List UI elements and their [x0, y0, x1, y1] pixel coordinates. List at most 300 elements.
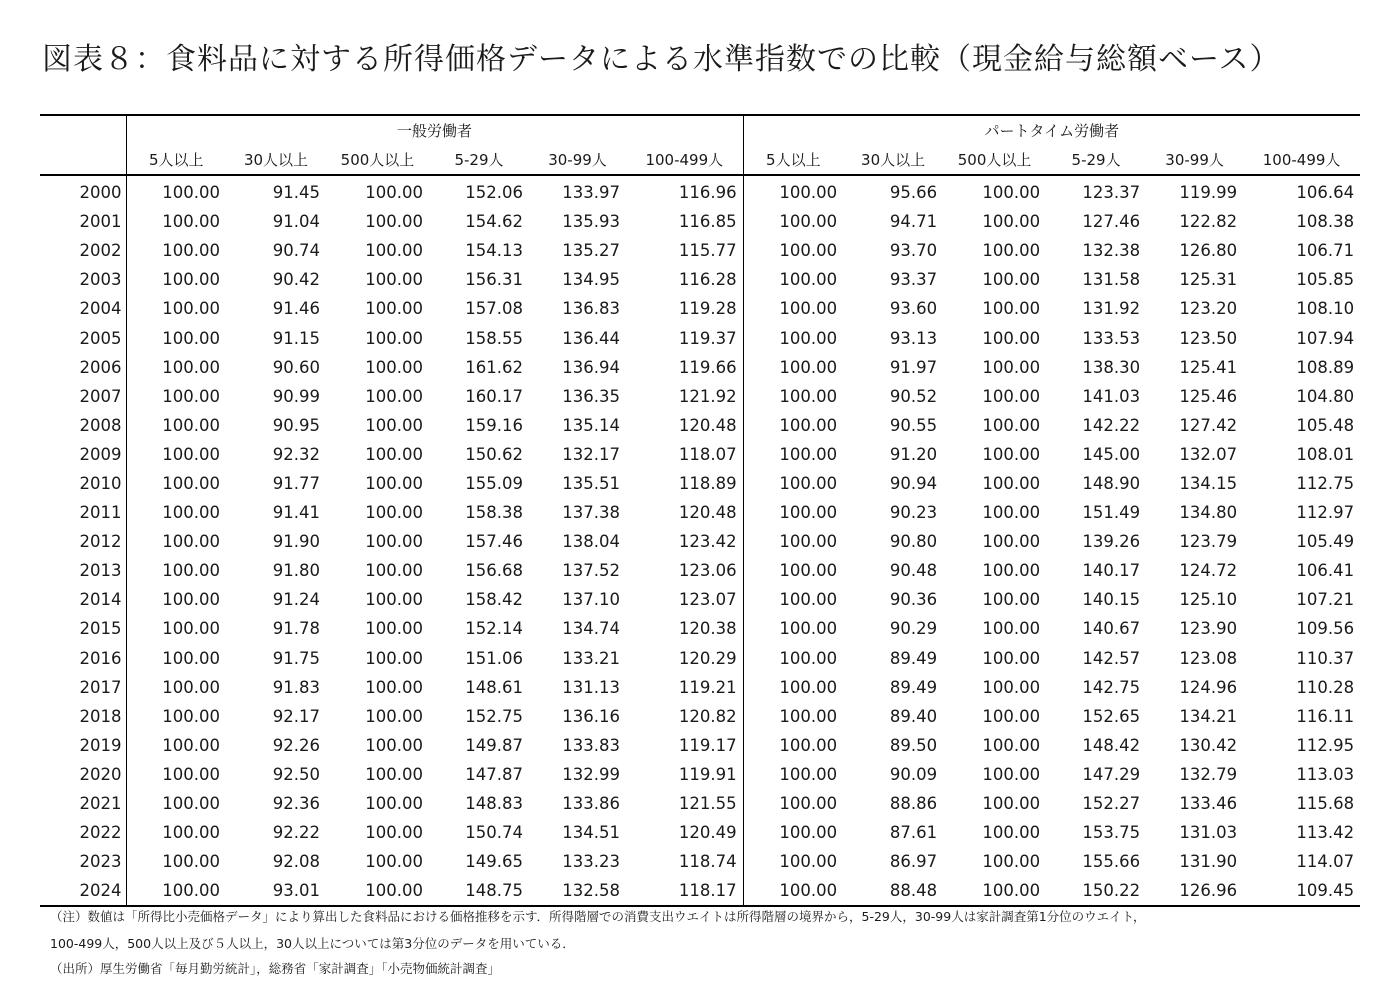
value-cell: 90.52	[889, 386, 938, 406]
value-cell: 90.09	[889, 764, 938, 784]
value-cell: 92.50	[272, 764, 320, 784]
value-cell: 134.21	[1179, 706, 1238, 726]
value-cell: 133.53	[1082, 328, 1141, 348]
value-cell: 100.00	[982, 532, 1041, 552]
value-cell: 119.66	[626, 353, 743, 382]
value-cell: 100.00	[779, 212, 838, 232]
value-cell: 91.24	[272, 590, 320, 610]
value-cell: 100.00	[365, 473, 423, 493]
value-cell: 142.57	[1082, 648, 1141, 668]
table-row	[40, 498, 1360, 527]
value-cell: 126.96	[1146, 876, 1243, 906]
value-cell: 150.62	[465, 444, 523, 464]
value-cell: 90.80	[889, 532, 938, 552]
value-cell: 100.00	[779, 473, 838, 493]
value-cell: 105.85	[1296, 270, 1355, 290]
value-cell: 100.00	[365, 183, 423, 203]
value-cell: 120.38	[626, 614, 743, 643]
year-cell: 2018	[40, 702, 126, 731]
value-cell: 112.97	[1296, 503, 1355, 523]
table-row	[40, 614, 1360, 643]
column-header: 100-499人	[626, 144, 743, 175]
year-cell: 2017	[40, 673, 126, 702]
value-cell: 100.00	[162, 270, 220, 290]
value-cell: 120.48	[626, 411, 743, 440]
note-line-1: （注）数値は「所得比小売価格データ」により算出した食料品における価格推移を示す．所得階層での消費支出ウエイトは所得階層の境界から，5-29人，30-99人は家計調査第1分位のウエイト，	[50, 909, 1146, 924]
value-cell: 141.03	[1082, 386, 1141, 406]
value-cell: 159.16	[465, 415, 523, 435]
value-cell: 100.00	[982, 764, 1041, 784]
value-cell: 91.75	[272, 648, 320, 668]
value-cell: 100.00	[779, 764, 838, 784]
value-cell: 112.95	[1296, 735, 1355, 755]
group-header-part-time: パートタイム労働者	[743, 115, 1360, 144]
value-cell: 138.30	[1082, 357, 1141, 377]
value-cell: 100.00	[365, 794, 423, 814]
value-cell: 150.22	[1046, 876, 1146, 906]
value-cell: 134.80	[1179, 503, 1238, 523]
value-cell: 145.00	[1082, 444, 1141, 464]
value-cell: 136.83	[562, 299, 620, 319]
value-cell: 137.52	[562, 561, 620, 581]
table-row	[40, 585, 1360, 614]
value-cell: 135.27	[562, 241, 620, 261]
value-cell: 92.36	[272, 794, 320, 814]
value-cell: 100.00	[365, 241, 423, 261]
table-row	[40, 760, 1360, 789]
value-cell: 91.20	[889, 444, 938, 464]
value-cell: 92.08	[272, 852, 320, 872]
value-cell: 100.00	[162, 241, 220, 261]
value-cell: 100.00	[162, 299, 220, 319]
value-cell: 158.55	[465, 328, 523, 348]
table-row	[40, 469, 1360, 498]
value-cell: 151.06	[465, 648, 523, 668]
value-cell: 100.00	[779, 328, 838, 348]
value-cell: 100.00	[365, 503, 423, 523]
value-cell: 140.67	[1082, 619, 1141, 639]
value-cell: 134.51	[562, 823, 620, 843]
value-cell: 133.83	[562, 735, 620, 755]
value-cell: 91.15	[272, 328, 320, 348]
value-cell: 119.21	[626, 673, 743, 702]
value-cell: 131.90	[1179, 852, 1238, 872]
value-cell: 91.77	[272, 473, 320, 493]
column-header: 5人以上	[126, 144, 226, 175]
year-cell: 2023	[40, 847, 126, 876]
column-header: 5人以上	[743, 144, 843, 175]
value-cell: 123.06	[626, 556, 743, 585]
value-cell: 100.00	[779, 706, 838, 726]
value-cell: 121.55	[626, 789, 743, 818]
value-cell: 100.00	[982, 590, 1041, 610]
value-cell: 100.00	[982, 299, 1041, 319]
value-cell: 100.00	[162, 677, 220, 697]
value-cell: 100.00	[365, 357, 423, 377]
column-header: 30人以上	[226, 144, 326, 175]
value-cell: 118.74	[626, 847, 743, 876]
value-cell: 100.00	[982, 503, 1041, 523]
value-cell: 100.00	[779, 735, 838, 755]
value-cell: 148.90	[1082, 473, 1141, 493]
value-cell: 120.49	[626, 818, 743, 847]
value-cell: 161.62	[465, 357, 523, 377]
value-cell: 112.75	[1296, 473, 1355, 493]
value-cell: 100.00	[982, 444, 1041, 464]
table-row	[40, 847, 1360, 876]
value-cell: 156.31	[465, 270, 523, 290]
year-cell: 2021	[40, 789, 126, 818]
value-cell: 100.00	[982, 270, 1041, 290]
value-cell: 91.41	[272, 503, 320, 523]
value-cell: 100.00	[779, 183, 838, 203]
value-cell: 93.37	[889, 270, 938, 290]
value-cell: 160.17	[465, 386, 523, 406]
year-cell: 2002	[40, 236, 126, 265]
table-row	[40, 353, 1360, 382]
year-cell: 2004	[40, 294, 126, 323]
value-cell: 100.00	[162, 415, 220, 435]
year-cell: 2015	[40, 614, 126, 643]
value-cell: 100.00	[162, 328, 220, 348]
value-cell: 125.10	[1179, 590, 1238, 610]
column-header: 100-499人	[1243, 144, 1360, 175]
corner-cell	[40, 115, 126, 144]
value-cell: 90.29	[889, 619, 938, 639]
year-cell: 2000	[40, 175, 126, 207]
value-cell: 124.72	[1179, 561, 1238, 581]
value-cell: 100.00	[162, 357, 220, 377]
value-cell: 136.44	[562, 328, 620, 348]
value-cell: 100.00	[779, 852, 838, 872]
value-cell: 92.22	[272, 823, 320, 843]
value-cell: 132.79	[1179, 764, 1238, 784]
value-cell: 100.00	[365, 590, 423, 610]
year-cell: 2010	[40, 469, 126, 498]
value-cell: 100.00	[365, 212, 423, 232]
value-cell: 100.00	[365, 561, 423, 581]
value-cell: 90.94	[889, 473, 938, 493]
value-cell: 148.75	[429, 876, 529, 906]
value-cell: 123.07	[626, 585, 743, 614]
value-cell: 150.74	[465, 823, 523, 843]
value-cell: 123.50	[1179, 328, 1238, 348]
value-cell: 119.37	[626, 323, 743, 352]
value-cell: 152.75	[465, 706, 523, 726]
value-cell: 139.26	[1082, 532, 1141, 552]
value-cell: 119.28	[626, 294, 743, 323]
value-cell: 100.00	[162, 823, 220, 843]
year-cell: 2008	[40, 411, 126, 440]
value-cell: 135.93	[562, 212, 620, 232]
value-cell: 100.00	[162, 648, 220, 668]
value-cell: 100.00	[779, 619, 838, 639]
value-cell: 100.00	[326, 876, 429, 906]
source-line: （出所）厚生労働省「毎月勤労統計」，総務省「家計調査」「小売物価統計調査」	[50, 961, 501, 976]
value-cell: 100.00	[365, 764, 423, 784]
year-cell: 2012	[40, 527, 126, 556]
column-header-row	[40, 144, 1360, 175]
value-cell: 94.71	[889, 212, 938, 232]
year-cell: 2014	[40, 585, 126, 614]
value-cell: 124.96	[1179, 677, 1238, 697]
year-cell: 2013	[40, 556, 126, 585]
value-cell: 106.41	[1296, 561, 1355, 581]
value-cell: 152.06	[465, 183, 523, 203]
year-cell: 2006	[40, 353, 126, 382]
value-cell: 100.00	[779, 386, 838, 406]
corner-cell-2	[40, 144, 126, 175]
value-cell: 133.46	[1179, 794, 1238, 814]
value-cell: 100.00	[162, 852, 220, 872]
table-row	[40, 294, 1360, 323]
value-cell: 92.17	[272, 706, 320, 726]
value-cell: 107.94	[1296, 328, 1355, 348]
value-cell: 100.00	[162, 503, 220, 523]
value-cell: 152.65	[1082, 706, 1141, 726]
value-cell: 100.00	[162, 619, 220, 639]
column-header: 500人以上	[326, 144, 429, 175]
value-cell: 100.00	[162, 444, 220, 464]
value-cell: 90.23	[889, 503, 938, 523]
value-cell: 93.13	[889, 328, 938, 348]
value-cell: 133.86	[562, 794, 620, 814]
value-cell: 116.85	[626, 207, 743, 236]
value-cell: 155.09	[465, 473, 523, 493]
value-cell: 100.00	[779, 823, 838, 843]
table-row	[40, 673, 1360, 702]
value-cell: 123.37	[1082, 183, 1141, 203]
year-cell: 2016	[40, 644, 126, 673]
year-cell: 2007	[40, 382, 126, 411]
value-cell: 90.48	[889, 561, 938, 581]
value-cell: 100.00	[982, 183, 1041, 203]
value-cell: 90.42	[272, 270, 320, 290]
value-cell: 127.46	[1082, 212, 1141, 232]
value-cell: 114.07	[1296, 852, 1355, 872]
value-cell: 100.00	[982, 473, 1041, 493]
value-cell: 123.20	[1179, 299, 1238, 319]
value-cell: 127.42	[1179, 415, 1238, 435]
table-row	[40, 789, 1360, 818]
year-cell: 2011	[40, 498, 126, 527]
value-cell: 132.17	[562, 444, 620, 464]
value-cell: 100.00	[982, 648, 1041, 668]
value-cell: 100.00	[982, 794, 1041, 814]
column-header: 30-99人	[1146, 144, 1243, 175]
value-cell: 136.35	[562, 386, 620, 406]
value-cell: 100.00	[162, 473, 220, 493]
table-row	[40, 644, 1360, 673]
column-header: 30-99人	[529, 144, 626, 175]
value-cell: 140.17	[1082, 561, 1141, 581]
value-cell: 93.60	[889, 299, 938, 319]
value-cell: 107.21	[1296, 590, 1355, 610]
value-cell: 118.89	[626, 469, 743, 498]
table-row	[40, 527, 1360, 556]
year-cell: 2020	[40, 760, 126, 789]
table-row	[40, 876, 1360, 906]
value-cell: 100.00	[779, 561, 838, 581]
year-cell: 2001	[40, 207, 126, 236]
value-cell: 92.32	[272, 444, 320, 464]
value-cell: 100.00	[126, 876, 226, 906]
year-cell: 2019	[40, 731, 126, 760]
value-cell: 100.00	[779, 357, 838, 377]
value-cell: 90.55	[889, 415, 938, 435]
value-cell: 138.04	[562, 532, 620, 552]
value-cell: 118.17	[626, 876, 743, 906]
value-cell: 100.00	[779, 299, 838, 319]
value-cell: 100.00	[162, 561, 220, 581]
value-cell: 89.40	[889, 706, 938, 726]
value-cell: 132.99	[562, 764, 620, 784]
value-cell: 109.45	[1243, 876, 1360, 906]
value-cell: 100.00	[365, 852, 423, 872]
value-cell: 158.38	[465, 503, 523, 523]
value-cell: 88.48	[843, 876, 943, 906]
value-cell: 123.42	[626, 527, 743, 556]
value-cell: 100.00	[365, 444, 423, 464]
value-cell: 120.48	[626, 498, 743, 527]
value-cell: 90.74	[272, 241, 320, 261]
value-cell: 100.00	[162, 706, 220, 726]
year-cell: 2024	[40, 876, 126, 906]
value-cell: 100.00	[943, 876, 1046, 906]
value-cell: 123.79	[1179, 532, 1238, 552]
value-cell: 155.66	[1082, 852, 1141, 872]
value-cell: 100.00	[982, 561, 1041, 581]
column-header: 5-29人	[1046, 144, 1146, 175]
value-cell: 93.70	[889, 241, 938, 261]
value-cell: 147.29	[1082, 764, 1141, 784]
column-header: 500人以上	[943, 144, 1046, 175]
value-cell: 157.46	[465, 532, 523, 552]
value-cell: 156.68	[465, 561, 523, 581]
value-cell: 91.45	[272, 183, 320, 203]
value-cell: 123.08	[1179, 648, 1238, 668]
value-cell: 110.28	[1296, 677, 1355, 697]
value-cell: 108.01	[1296, 444, 1355, 464]
value-cell: 134.74	[562, 619, 620, 639]
table-row	[40, 207, 1360, 236]
value-cell: 90.36	[889, 590, 938, 610]
value-cell: 100.00	[162, 590, 220, 610]
value-cell: 125.31	[1179, 270, 1238, 290]
value-cell: 157.08	[465, 299, 523, 319]
value-cell: 100.00	[365, 735, 423, 755]
value-cell: 115.77	[626, 236, 743, 265]
value-cell: 106.71	[1296, 241, 1355, 261]
value-cell: 148.42	[1082, 735, 1141, 755]
value-cell: 134.15	[1179, 473, 1238, 493]
value-cell: 90.60	[272, 357, 320, 377]
value-cell: 100.00	[162, 386, 220, 406]
value-cell: 119.17	[626, 731, 743, 760]
value-cell: 90.95	[272, 415, 320, 435]
value-cell: 100.00	[365, 823, 423, 843]
value-cell: 100.00	[779, 270, 838, 290]
value-cell: 142.22	[1082, 415, 1141, 435]
column-header: 5-29人	[429, 144, 529, 175]
value-cell: 100.00	[365, 299, 423, 319]
value-cell: 100.00	[779, 648, 838, 668]
value-cell: 121.92	[626, 382, 743, 411]
value-cell: 100.00	[779, 532, 838, 552]
table-row	[40, 440, 1360, 469]
value-cell: 133.97	[562, 183, 620, 203]
value-cell: 125.41	[1179, 357, 1238, 377]
value-cell: 152.27	[1082, 794, 1141, 814]
value-cell: 135.14	[562, 415, 620, 435]
value-cell: 105.48	[1296, 415, 1355, 435]
value-cell: 100.00	[982, 619, 1041, 639]
value-cell: 108.38	[1296, 212, 1355, 232]
value-cell: 125.46	[1179, 386, 1238, 406]
value-cell: 87.61	[889, 823, 938, 843]
value-cell: 116.28	[626, 265, 743, 294]
value-cell: 100.00	[162, 794, 220, 814]
value-cell: 100.00	[365, 386, 423, 406]
value-cell: 100.00	[365, 532, 423, 552]
value-cell: 113.03	[1296, 764, 1355, 784]
value-cell: 120.29	[626, 644, 743, 673]
value-cell: 100.00	[982, 677, 1041, 697]
value-cell: 100.00	[779, 503, 838, 523]
value-cell: 91.90	[272, 532, 320, 552]
value-cell: 100.00	[982, 823, 1041, 843]
year-cell: 2009	[40, 440, 126, 469]
value-cell: 108.89	[1296, 357, 1355, 377]
value-cell: 110.37	[1296, 648, 1355, 668]
value-cell: 100.00	[982, 357, 1041, 377]
value-cell: 100.00	[982, 386, 1041, 406]
value-cell: 126.80	[1179, 241, 1238, 261]
value-cell: 89.49	[889, 677, 938, 697]
value-cell: 91.04	[272, 212, 320, 232]
value-cell: 91.80	[272, 561, 320, 581]
value-cell: 100.00	[365, 706, 423, 726]
value-cell: 91.83	[272, 677, 320, 697]
value-cell: 116.96	[626, 175, 743, 207]
group-header-general: 一般労働者	[126, 115, 743, 144]
value-cell: 91.97	[889, 357, 938, 377]
value-cell: 100.00	[365, 677, 423, 697]
table-row	[40, 382, 1360, 411]
value-cell: 149.87	[465, 735, 523, 755]
note-line-2: 100-499人，500人以上及び５人以上，30人以上については第3分位のデータを用いている．	[50, 936, 575, 951]
value-cell: 122.82	[1179, 212, 1238, 232]
value-cell: 136.94	[562, 357, 620, 377]
value-cell: 100.00	[365, 648, 423, 668]
value-cell: 100.00	[162, 532, 220, 552]
value-cell: 120.82	[626, 702, 743, 731]
value-cell: 119.91	[626, 760, 743, 789]
value-cell: 154.62	[465, 212, 523, 232]
value-cell: 158.42	[465, 590, 523, 610]
value-cell: 89.50	[889, 735, 938, 755]
page-title: 図表８：食料品に対する所得価格データによる水準指数での比較（現金給与総額ベース）	[42, 42, 1281, 77]
value-cell: 91.78	[272, 619, 320, 639]
table-row	[40, 556, 1360, 585]
value-cell: 100.00	[982, 852, 1041, 872]
year-cell: 2005	[40, 323, 126, 352]
value-cell: 137.38	[562, 503, 620, 523]
value-cell: 142.75	[1082, 677, 1141, 697]
value-cell: 152.14	[465, 619, 523, 639]
table-row	[40, 702, 1360, 731]
value-cell: 131.13	[562, 677, 620, 697]
